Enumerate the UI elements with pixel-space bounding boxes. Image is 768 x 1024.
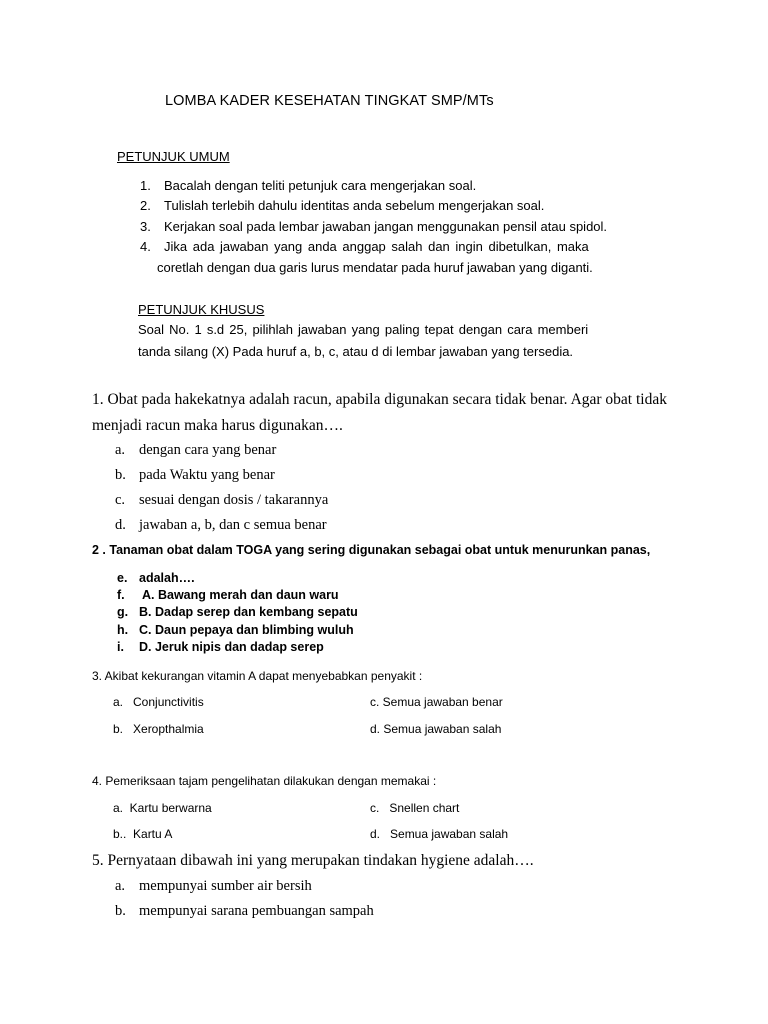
question-2-option bbox=[117, 605, 358, 619]
option-letter: b. bbox=[115, 467, 126, 483]
question-2-text: 2 . Tanaman obat dalam TOGA yang sering digunakan sebagai obat untuk menurunkan panas, bbox=[92, 543, 651, 557]
specific-instructions-line: Soal No. 1 s.d 25, pilihlah jawaban yang paling tepat dengan cara memberi bbox=[138, 322, 589, 337]
option-text: A. Bawang merah dan daun waru bbox=[139, 588, 339, 602]
question-2-option bbox=[117, 640, 324, 654]
item-text: Tulislah terlebih dahulu identitas anda sebelum mengerjakan soal. bbox=[164, 198, 545, 213]
option-text: sesuai dengan dosis / takarannya bbox=[139, 492, 329, 508]
question-4-option-d: d. Semua jawaban salah bbox=[370, 827, 509, 841]
item-number: 2. bbox=[140, 198, 151, 213]
question-2-option bbox=[117, 623, 354, 637]
page-title: LOMBA KADER KESEHATAN TINGKAT SMP/MTs bbox=[165, 93, 494, 109]
item-number: 1. bbox=[140, 178, 151, 193]
question-3-text: 3. Akibat kekurangan vitamin A dapat menyebabkan penyakit : bbox=[92, 669, 423, 683]
list-item-continuation: coretlah dengan dua garis lurus mendatar pada huruf jawaban yang diganti. bbox=[157, 260, 593, 275]
item-text: Bacalah dengan teliti petunjuk cara mengerjakan soal. bbox=[164, 178, 477, 193]
option-text: mempunyai sarana pembuangan sampah bbox=[139, 903, 374, 919]
option-letter: b. bbox=[115, 903, 126, 919]
item-text: Kerjakan soal pada lembar jawaban jangan menggunakan pensil atau spidol. bbox=[164, 219, 608, 234]
specific-instructions-line: tanda silang (X) Pada huruf a, b, c, atau d di lembar jawaban yang tersedia. bbox=[138, 344, 574, 359]
option-text: D. Jeruk nipis dan dadap serep bbox=[139, 640, 324, 654]
option-letter: d. bbox=[115, 517, 126, 533]
option-text: pada Waktu yang benar bbox=[139, 467, 275, 483]
question-3-option-b: b. Xeropthalmia bbox=[113, 722, 204, 736]
question-1-text: menjadi racun maka harus digunakan…. bbox=[92, 417, 343, 434]
option-letter: i. bbox=[117, 640, 124, 654]
question-2-option bbox=[117, 571, 195, 585]
option-letter: g. bbox=[117, 605, 129, 619]
item-text: Jika ada jawaban yang anda anggap salah dan ingin dibetulkan, maka bbox=[164, 239, 589, 254]
general-instructions-heading: PETUNJUK UMUM bbox=[117, 149, 230, 164]
option-letter: a. bbox=[115, 442, 126, 458]
option-text: mempunyai sumber air bersih bbox=[139, 878, 312, 894]
question-1-option bbox=[115, 442, 277, 459]
option-letter: h. bbox=[117, 623, 129, 637]
option-text: jawaban a, b, dan c semua benar bbox=[139, 517, 327, 533]
question-3-option-a: a. Conjunctivitis bbox=[113, 695, 204, 709]
question-1-option bbox=[115, 467, 275, 484]
question-4-option-a: a. Kartu berwarna bbox=[113, 801, 212, 815]
option-letter: f. bbox=[117, 588, 125, 602]
question-1-option bbox=[115, 517, 327, 534]
question-1-option bbox=[115, 492, 329, 509]
question-4-option-c: c. Snellen chart bbox=[370, 801, 460, 815]
question-5-option bbox=[115, 903, 374, 920]
question-1-text: 1. Obat pada hakekatnya adalah racun, apabila digunakan secara tidak benar. Agar obat tidak bbox=[92, 391, 667, 408]
option-text: adalah…. bbox=[139, 571, 195, 585]
question-3-option-c: c. Semua jawaban benar bbox=[370, 695, 503, 709]
question-5-option bbox=[115, 878, 312, 895]
question-3-option-d: d. Semua jawaban salah bbox=[370, 722, 502, 736]
option-text: dengan cara yang benar bbox=[139, 442, 277, 458]
item-number: 4. bbox=[140, 239, 151, 254]
option-letter: c. bbox=[115, 492, 126, 508]
specific-instructions-heading: PETUNJUK KHUSUS bbox=[138, 302, 265, 317]
question-2-option bbox=[117, 588, 339, 602]
question-4-option-b: b.. Kartu A bbox=[113, 827, 173, 841]
option-letter: a. bbox=[115, 878, 126, 894]
item-number: 3. bbox=[140, 219, 151, 234]
option-letter: e. bbox=[117, 571, 128, 585]
question-5-text: 5. Pernyataan dibawah ini yang merupakan tindakan hygiene adalah…. bbox=[92, 852, 534, 869]
question-4-text: 4. Pemeriksaan tajam pengelihatan dilakukan dengan memakai : bbox=[92, 774, 437, 788]
option-text: C. Daun pepaya dan blimbing wuluh bbox=[139, 623, 354, 637]
option-text: B. Dadap serep dan kembang sepatu bbox=[139, 605, 358, 619]
